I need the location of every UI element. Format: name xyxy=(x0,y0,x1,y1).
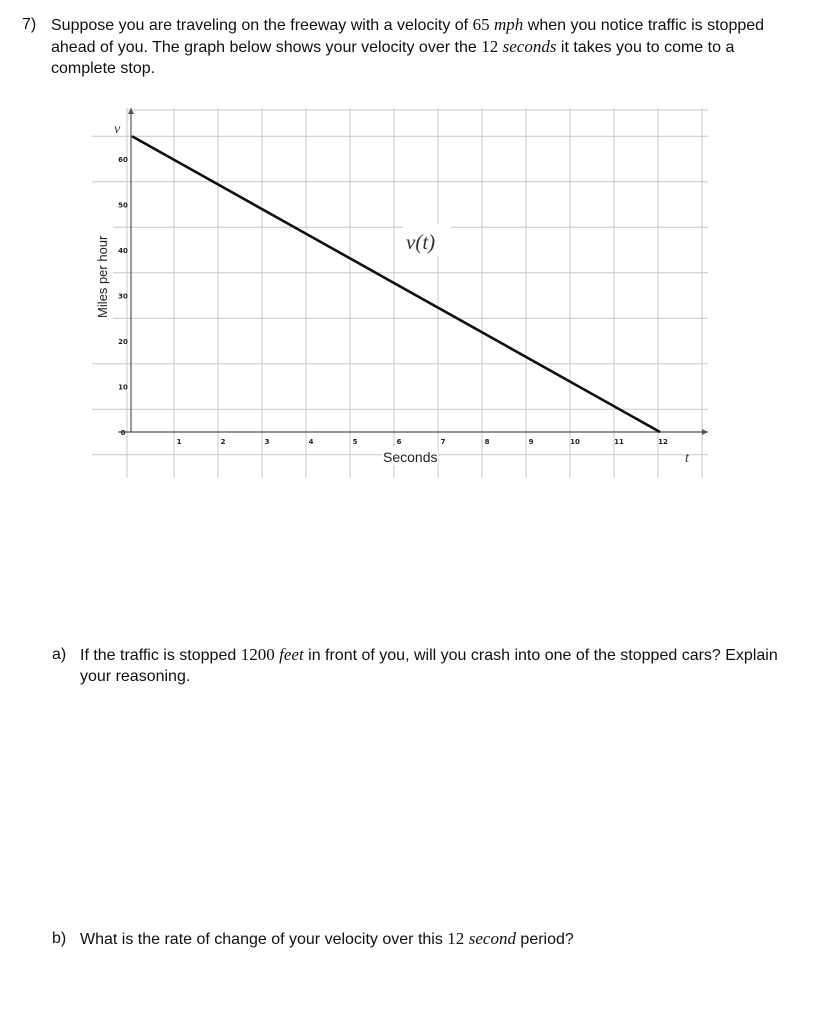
y-axis-var: v xyxy=(114,122,121,137)
part-b-text xyxy=(80,928,800,950)
x-tick-label: 8 xyxy=(484,438,490,446)
part-b-text-2: period? xyxy=(515,931,574,948)
period-value: 12 xyxy=(447,929,465,948)
x-tick-label: 12 xyxy=(658,438,668,446)
chart-labels xyxy=(91,122,690,466)
chart-marks xyxy=(118,108,708,446)
question-text-2: when you notice traffic is stopped ahead of you. The graph below shows your velocity over the xyxy=(51,17,765,56)
y-tick-label: 50 xyxy=(118,201,128,210)
velocity-line xyxy=(132,136,660,432)
y-tick-label: 0 xyxy=(120,429,126,437)
part-a-text-2: in front of you, will you crash into one of the stopped cars? Explain your reasoning. xyxy=(80,647,778,685)
x-tick-label: 1 xyxy=(176,438,182,446)
x-tick-label: 5 xyxy=(352,438,358,446)
x-axis-label: Seconds xyxy=(383,449,438,465)
part-b-text-1: What is the rate of change of your velocity over this xyxy=(80,931,448,948)
question-text-1: Suppose you are traveling on the freeway with a velocity of xyxy=(51,17,473,34)
distance-value: 1200 xyxy=(240,645,275,664)
curve-label: v(t) xyxy=(406,230,436,254)
x-tick-label: 10 xyxy=(570,438,580,446)
y-tick-label: 60 xyxy=(118,156,128,164)
y-axis-label: Miles per hour xyxy=(95,235,110,318)
x-axis-arrow xyxy=(702,429,708,435)
y-tick-label: 10 xyxy=(118,383,128,392)
velocity-unit: mph xyxy=(494,15,524,34)
velocity-value: 65 xyxy=(472,15,490,34)
x-tick-label: 2 xyxy=(220,438,226,446)
chart-grid xyxy=(92,108,708,478)
x-tick-label: 7 xyxy=(440,438,446,446)
part-b-label: b) xyxy=(52,930,67,947)
part-a-text-1: If the traffic is stopped xyxy=(80,647,241,664)
y-tick-label: 40 xyxy=(118,247,128,255)
x-tick-label: 6 xyxy=(396,438,402,446)
y-tick-label: 20 xyxy=(118,338,128,346)
duration-unit: seconds xyxy=(502,37,557,56)
question-number: 7) xyxy=(22,16,37,33)
x-tick-label: 11 xyxy=(614,438,624,446)
x-tick-label: 3 xyxy=(264,438,270,446)
question-text-3: it takes you to come to a complete stop. xyxy=(51,39,735,77)
part-a-label: a) xyxy=(52,646,67,663)
x-tick-label: 4 xyxy=(308,438,314,446)
duration-value: 12 xyxy=(481,37,499,56)
period-unit: second xyxy=(468,929,516,948)
x-tick-label: 9 xyxy=(528,438,534,446)
distance-unit: feet xyxy=(279,645,304,664)
part-a-text xyxy=(80,644,800,687)
x-axis-var: t xyxy=(685,451,689,466)
y-tick-label: 30 xyxy=(118,292,128,301)
y-axis-arrow xyxy=(128,108,134,114)
